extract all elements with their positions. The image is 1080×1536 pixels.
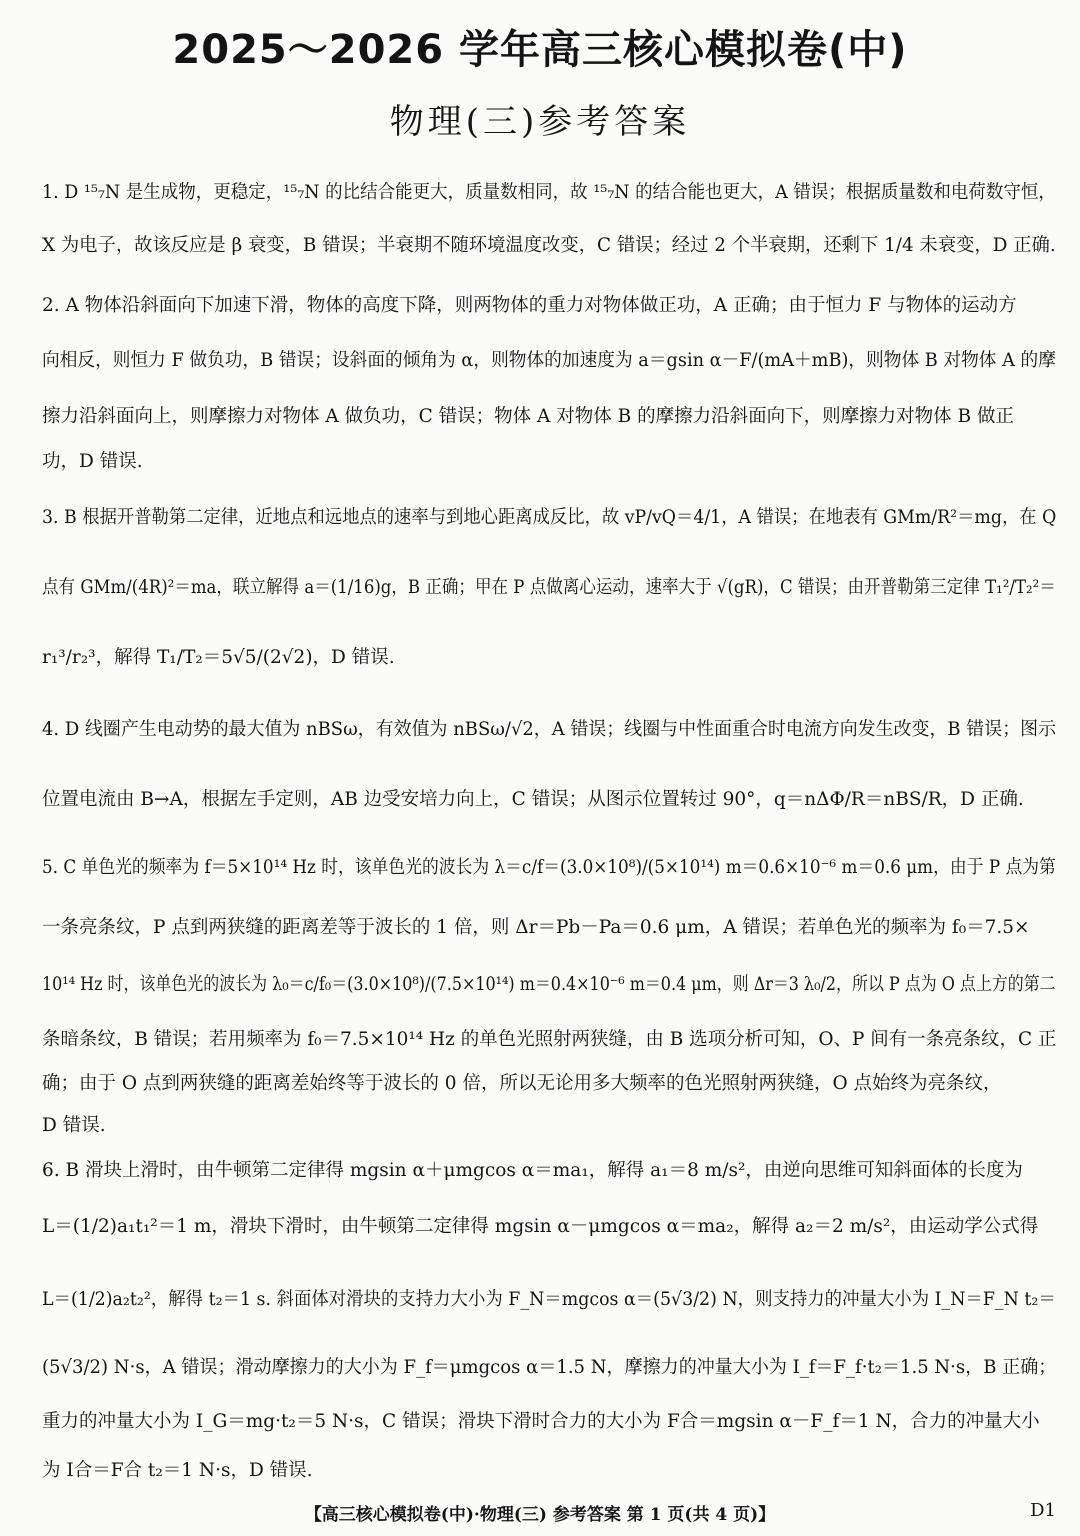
text-line: 重力的冲量大小为 I_G＝mg·t₂＝5 N·s，C 错误；滑块下滑时合力的大小为 F合＝mgsin α－F_f＝1 N，合力的冲量大小 <box>42 1411 1040 1432</box>
text-line: L＝(1/2)a₂t₂²，解得 t₂＝1 s. 斜面体对滑块的支持力大小为 F_N＝mgcos α＝(5√3/2) N，则支持力的冲量大小为 I_N＝F_N t₂＝ <box>42 1289 1056 1310</box>
text-line: 1. D ¹⁵₇N 是生成物，更稳定，¹⁵₇N 的比结合能更大，质量数相同，故 ¹⁵₇N 的结合能也更大，A 错误；根据质量数和电荷数守恒， <box>42 182 1056 203</box>
text-line: 擦力沿斜面向上，则摩擦力对物体 A 做负功，C 错误；物体 A 对物体 B 的摩擦力沿斜面向下，则摩擦力对物体 B 做正 <box>42 406 1014 427</box>
text-line: X 为电子，故该反应是 β 衰变，B 错误；半衰期不随环境温度改变，C 错误；经过 2 个半衰期，还剩下 1/4 未衰变，D 正确. <box>42 235 1056 256</box>
text-line: 6. B 滑块上滑时，由牛顿第二定律得 mgsin α＋μmgcos α＝ma₁，解得 a₁＝8 m/s²，由逆向思维可知斜面体的长度为 <box>42 1160 1023 1181</box>
text-line: 位置电流由 B→A，根据左手定则，AB 边受安培力向上，C 错误；从图示位置转过 90°，q＝nΔΦ/R＝nBS/R，D 正确. <box>42 789 1024 810</box>
page-code: D1 <box>1030 1500 1056 1521</box>
text-line: D 错误. <box>42 1115 106 1136</box>
text-line: 一条亮条纹，P 点到两狭缝的距离差等于波长的 1 倍，则 Δr＝Pb－Pa＝0.6 μm，A 错误；若单色光的频率为 f₀＝7.5× <box>42 917 1030 938</box>
text-line: 条暗条纹，B 错误；若用频率为 f₀＝7.5×10¹⁴ Hz 的单色光照射两狭缝，由 B 选项分析可知，O、P 间有一条亮条纹，C 正 <box>42 1029 1056 1050</box>
text-line: 5. C 单色光的频率为 f＝5×10¹⁴ Hz 时，该单色光的波长为 λ＝c/f＝(3.0×10⁸)/(5×10¹⁴) m＝0.6×10⁻⁶ m＝0.6 μm，由于 P 点为第 <box>42 857 1056 878</box>
text-line: 10¹⁴ Hz 时，该单色光的波长为 λ₀＝c/f₀＝(3.0×10⁸)/(7.5×10¹⁴) m＝0.4×10⁻⁶ m＝0.4 μm，则 Δr＝3 λ₀/2，所以 P 点为 O 点上方的第二 <box>42 974 1056 995</box>
text-line: (5√3/2) N·s，A 错误；滑动摩擦力的大小为 F_f＝μmgcos α＝1.5 N，摩擦力的冲量大小为 I_f＝F_f·t₂＝1.5 N·s，B 正确； <box>42 1357 1056 1378</box>
page-footer: 【高三核心模拟卷(中)·物理(三) 参考答案 第 1 页(共 4 页)】 <box>304 1505 776 1525</box>
text-line: 功，D 错误. <box>42 451 143 472</box>
page-title: 2025～2026 学年高三核心模拟卷(中) <box>172 27 908 73</box>
text-line: 3. B 根据开普勒第二定律，近地点和远地点的速率与到地心距离成反比，故 vP/vQ＝4/1，A 错误；在地表有 GMm/R²＝mg，在 Q <box>42 507 1056 528</box>
text-line: r₁³/r₂³，解得 T₁/T₂＝5√5/(2√2)，D 错误. <box>42 647 395 668</box>
text-line: 确；由于 O 点到两狭缝的距离差始终等于波长的 0 倍，所以无论用多大频率的色光照射两狭缝，O 点始终为亮条纹， <box>42 1073 1002 1094</box>
text-line: 向相反，则恒力 F 做负功，B 错误；设斜面的倾角为 α，则物体的加速度为 a＝gsin α－F/(mA＋mB)，则物体 B 对物体 A 的摩 <box>42 350 1056 371</box>
text-line: L＝(1/2)a₁t₁²＝1 m，滑块下滑时，由牛顿第二定律得 mgsin α－μmgcos α＝ma₂，解得 a₂＝2 m/s²，由运动学公式得 <box>42 1216 1039 1237</box>
text-line: 2. A 物体沿斜面向下加速下滑，物体的高度下降，则两物体的重力对物体做正功，A 正确；由于恒力 F 与物体的运动方 <box>42 295 1017 316</box>
text-line: 点有 GMm/(4R)²＝ma，联立解得 a＝(1/16)g，B 正确；甲在 P 点做离心运动，速率大于 √(gR)，C 错误；由开普勒第三定律 T₁²/T₂²＝ <box>42 577 1056 598</box>
text-line: 为 I合＝F合 t₂＝1 N·s，D 错误. <box>42 1460 313 1481</box>
text-line: 4. D 线圈产生电动势的最大值为 nBSω，有效值为 nBSω/√2，A 错误；线圈与中性面重合时电流方向发生改变，B 错误；图示 <box>42 719 1056 740</box>
page-subtitle: 物理(三)参考答案 <box>389 102 691 142</box>
